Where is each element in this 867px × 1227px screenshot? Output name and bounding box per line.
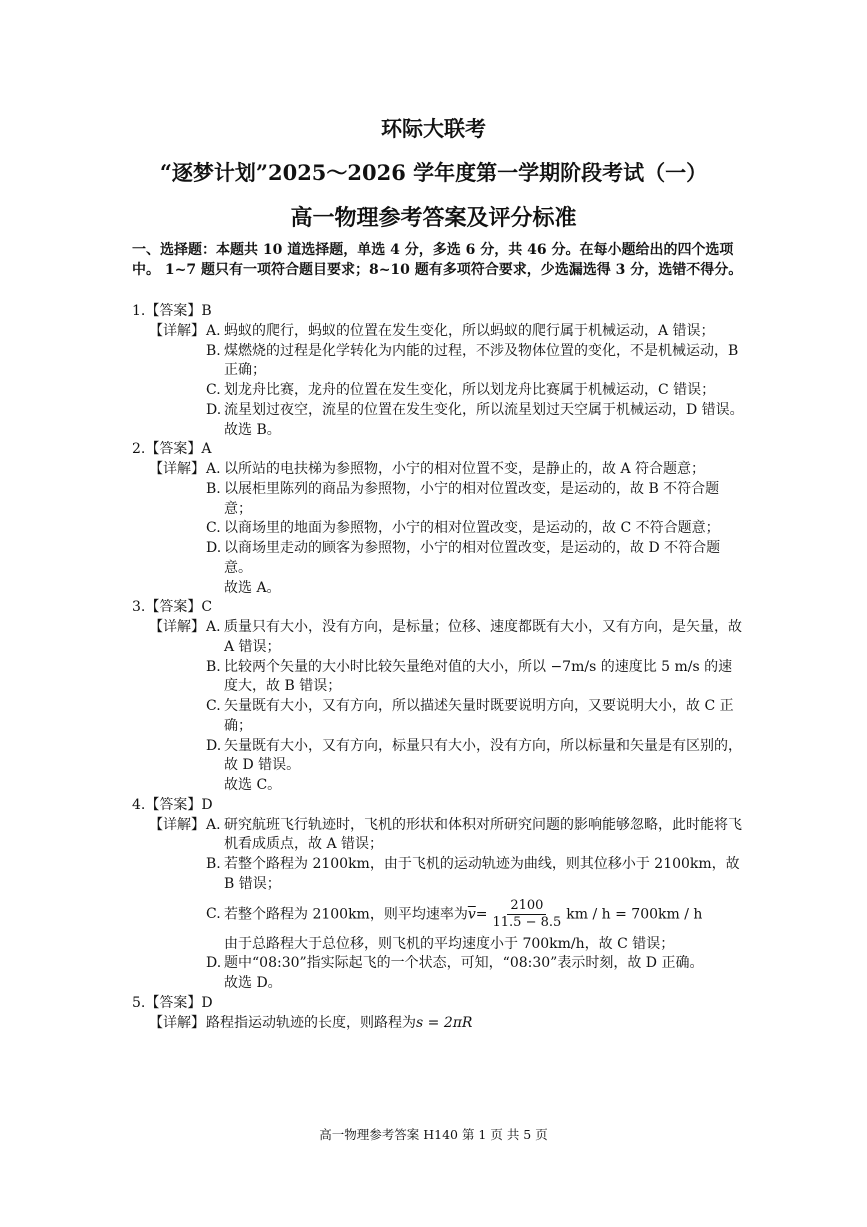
distance-formula: s = 2πR (416, 1014, 473, 1031)
option-b: B. 若整个路程为 2100km，由于飞机的运动轨迹为曲线，则其位移小于 2100km，故 B 错误； (206, 856, 740, 892)
answer-line: 1.【答案】B (132, 303, 212, 319)
answer-line: 5.【答案】D (132, 994, 213, 1011)
question-1 (132, 302, 744, 440)
option-a: A. 质量只有大小，没有方向，是标量；位移、速度都既有大小，又有方向，是矢量，故 A 错误； (206, 619, 742, 655)
option-c-prefix: 若整个路程为 2100km，则平均速率为 (224, 906, 468, 923)
option-c: C. 若整个路程为 2100km，则平均速率为$\overline{v}=$ $\frac{2100}{11.5 - 8.5}$ km / h = 700km / h (206, 898, 703, 930)
conclusion: 故选 C。 (224, 777, 282, 793)
answer-key-title: 高一物理参考答案及评分标准 (290, 205, 577, 231)
option-a: A. 蚂蚁的爬行，蚂蚁的位置在发生变化，所以蚂蚁的爬行属于机械运动，A 错误； (206, 322, 715, 339)
fraction-denominator: 11.5 − 8.5 (492, 915, 562, 930)
detail-tag: 【详解】 (149, 322, 205, 339)
exam-org-title: 环际大联考 (381, 116, 486, 141)
option-d: D. 题中“08:30”指实际起飞的一个状态，可知，“08:30”表示时刻，故 D 正确。 (206, 955, 704, 972)
option-c: C. 矢量既有大小，又有方向，所以描述矢量时既要说明方向，又要说明大小，故 C 正确； (206, 698, 734, 734)
answer-line: 2.【答案】A (132, 441, 212, 458)
answer-line: 3.【答案】C (132, 599, 213, 616)
section-instructions: 一、选择题：本题共 10 道选择题，单选 4 分，多选 6 分，共 46 分。在每小题给出的四个选项中。 1~7 题只有一项符合题目要求；8~10 题有多项符合要求，少选漏选得 3 分，选错不得分。 (132, 242, 743, 278)
conclusion: 故选 B。 (224, 421, 281, 438)
option-c-suffix: km / h = 700km / h (566, 906, 703, 923)
conclusion: 故选 A。 (224, 579, 281, 596)
option-b: B. 煤燃烧的过程是化学转化为内能的过程，不涉及物体位置的变化，不是机械运动，B 正确； (206, 342, 739, 379)
answer-line: 4.【答案】D (132, 796, 213, 813)
option-d: D. 流星划过夜空，流星的位置在发生变化，所以流星划过天空属于机械运动，D 错误。 (206, 401, 744, 418)
fraction-numerator: 2100 (507, 898, 546, 915)
detail-tag: 【详解】 (149, 1014, 205, 1031)
option-b: B. 以展柜里陈列的商品为参照物，小宁的相对位置改变，是运动的，故 B 不符合题意； (206, 480, 720, 517)
average-speed-symbol: $\overline{v}$ (467, 906, 476, 923)
option-d: D. 矢量既有大小，又有方向，标量只有大小，没有方向，所以标量和矢量是有区别的，故 D 错误。 (206, 737, 742, 774)
detail-tag: 【详解】 (149, 461, 205, 477)
exam-name-title: “逐梦计划”2025～2026 学年度第一学期阶段考试（一） (159, 160, 708, 185)
option-c: C. 以商场里的地面为参照物，小宁的相对位置改变，是运动的，故 C 不符合题意； (206, 520, 720, 537)
page-footer: 高一物理参考答案 H140 第 1 页 共 5 页 (319, 1127, 548, 1142)
equals-sign: = (475, 906, 488, 923)
detail-tag: 【详解】 (149, 619, 205, 635)
question-2 (132, 440, 744, 598)
option-b: B. 比较两个矢量的大小时比较矢量绝对值的大小，所以 −7m/s 的速度比 5 m/s 的速度大，故 B 错误； (206, 658, 733, 695)
detail-text: 路程指运动轨迹的长度，则路程为 (206, 1014, 416, 1031)
question-5 (132, 994, 744, 1034)
option-c-continuation: 由于总路程大于总位移，则飞机的平均速度小于 700km/h，故 C 错误； (224, 935, 675, 952)
question-4 (132, 796, 744, 994)
answers-content (132, 302, 744, 1033)
option-c: C. 划龙舟比赛，龙舟的位置在发生变化，所以划龙舟比赛属于机械运动，C 错误； (206, 382, 716, 398)
question-3 (132, 598, 744, 796)
option-a: A. 以所站的电扶梯为参照物，小宁的相对位置不变，是静止的，故 A 符合题意； (206, 461, 706, 477)
option-a: A. 研究航班飞行轨迹时，飞机的形状和体积对所研究问题的影响能够忽略，此时能将飞机看成质点，故 A 错误； (206, 816, 742, 853)
speed-fraction (490, 898, 565, 931)
conclusion: 故选 D。 (224, 975, 282, 991)
option-d: D. 以商场里走动的顾客为参照物，小宁的相对位置改变，是运动的，故 D 不符合题意。 (206, 540, 721, 576)
detail-tag: 【详解】 (149, 816, 205, 833)
